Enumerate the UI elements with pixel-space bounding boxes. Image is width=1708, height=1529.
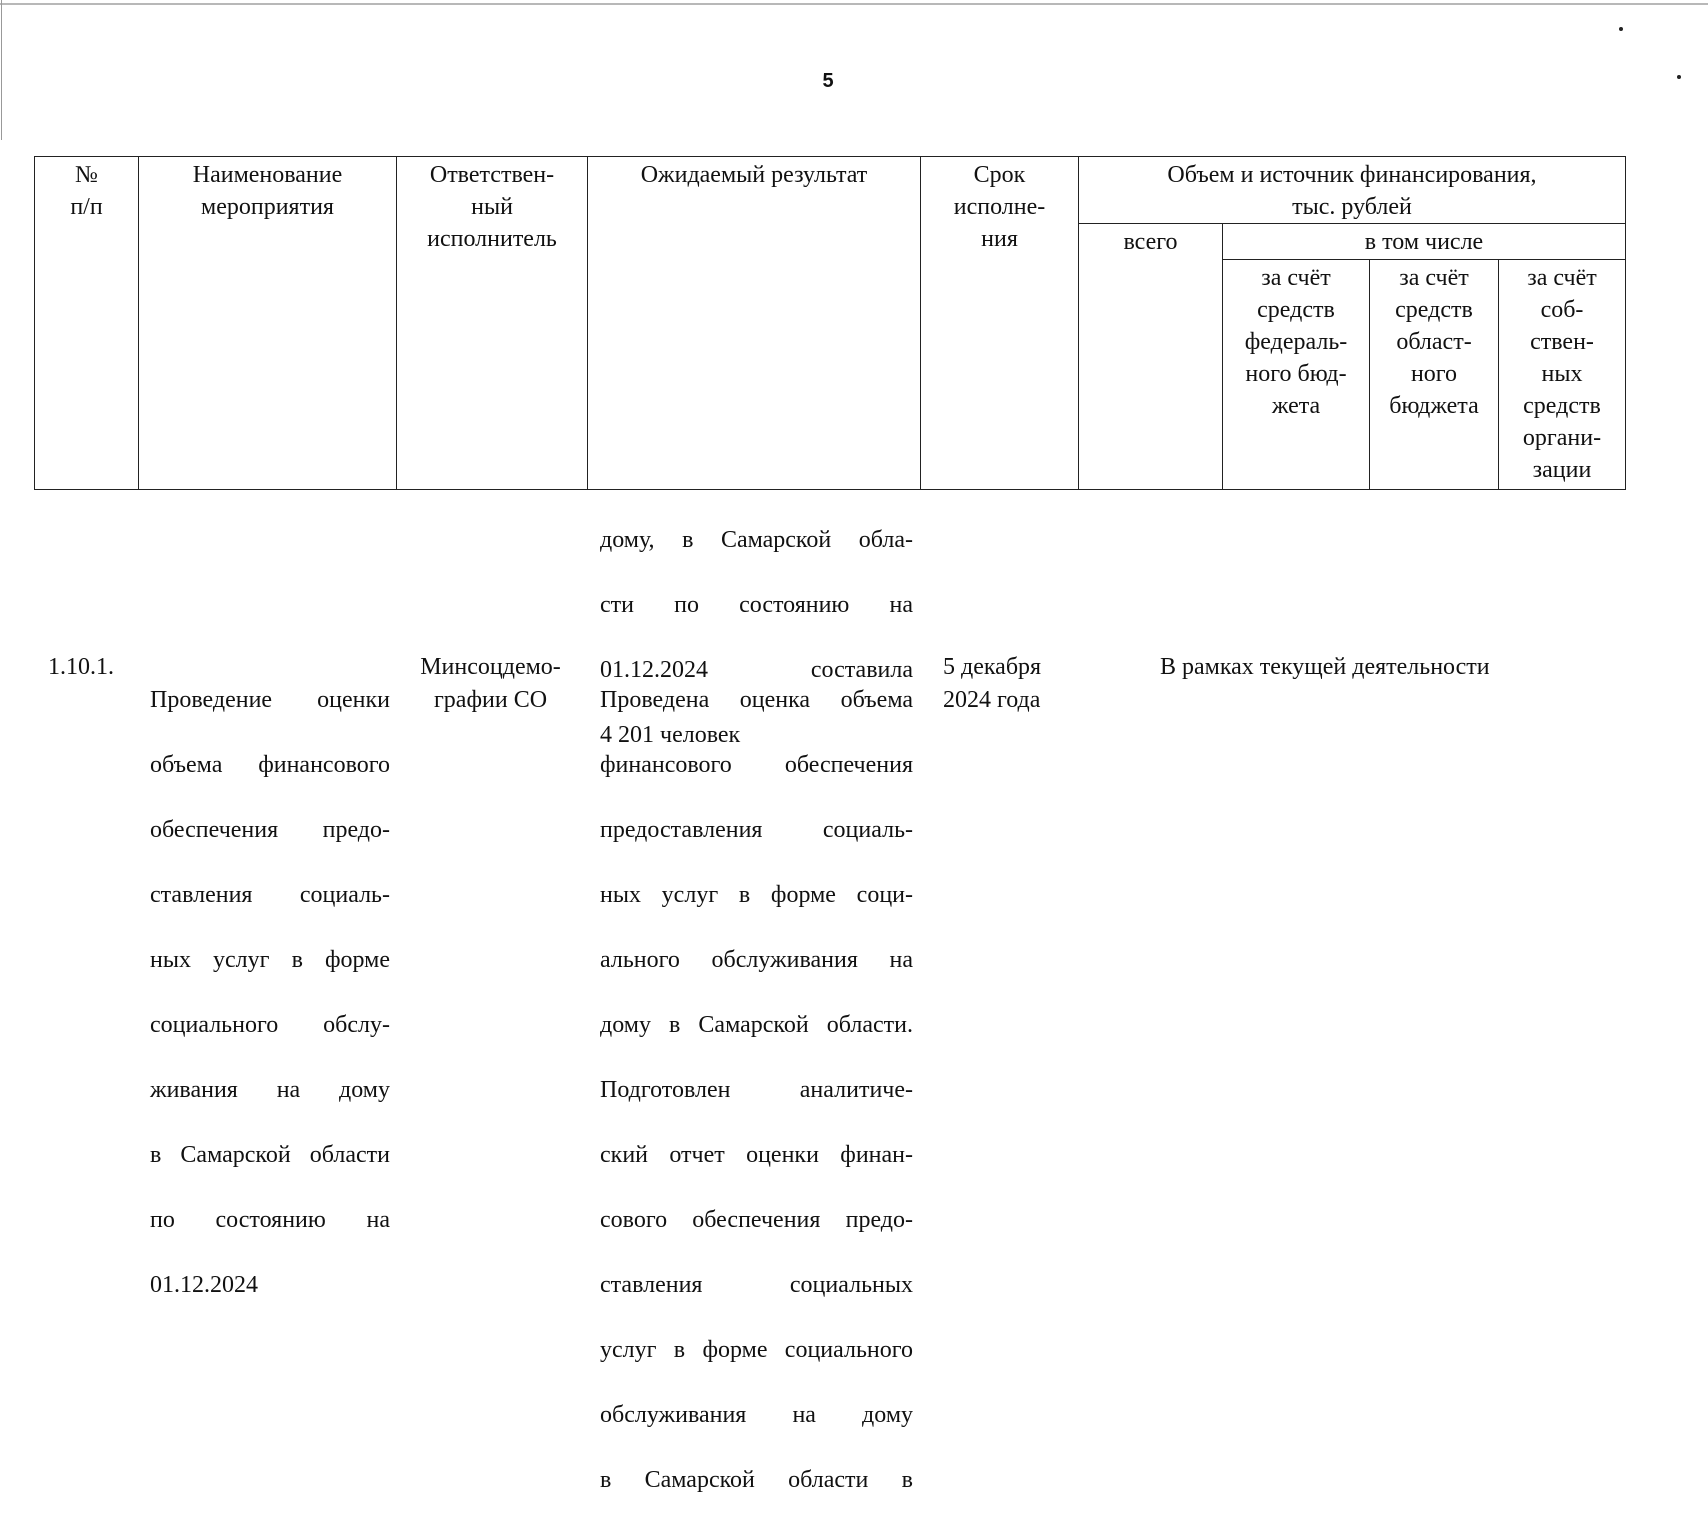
header-total: всего <box>1079 224 1223 490</box>
result-line: сти по состоянию на <box>600 591 913 618</box>
name-line: 01.12.2024 <box>150 1271 258 1298</box>
header-funding: Объем и источник финансирования, тыс. рублей <box>1079 157 1626 224</box>
result-line: ального обслуживания на <box>600 946 913 973</box>
header-federal-budget: за счёт средств федераль- ного бюд- жета <box>1223 260 1370 490</box>
row-responsible: Минсоцдемо- графии СО <box>420 654 561 713</box>
header-expected-result: Ожидаемый результат <box>588 157 921 490</box>
result-line: Подготовлен аналитиче- <box>600 1076 913 1103</box>
result-line: ных услуг в форме соци- <box>600 881 913 908</box>
table-header <box>34 156 1626 490</box>
name-line: живания на дому <box>150 1076 390 1103</box>
scan-speck <box>1677 75 1681 79</box>
result-line: в Самарской области в <box>600 1466 913 1493</box>
result-line: 4 201 человек <box>600 721 741 748</box>
name-line: по состоянию на <box>150 1206 390 1233</box>
row-deadline: 5 декабря 2024 года <box>943 654 1042 713</box>
row-funding: В рамках текущей деятельности <box>1160 654 1490 680</box>
header-regional-budget: за счёт средств област- ного бюджета <box>1370 260 1499 490</box>
result-line: дому в Самарской области. <box>600 1011 913 1038</box>
scan-speck <box>1619 27 1623 31</box>
header-deadline: Срок исполне- ния <box>921 157 1079 490</box>
header-number: № п/п <box>35 157 139 490</box>
name-line: объема финансового <box>150 751 390 778</box>
result-line: Проведена оценка объема <box>600 686 913 713</box>
header-event-name: Наименование мероприятия <box>139 157 397 490</box>
result-line: предоставления социаль- <box>600 816 913 843</box>
row-number: 1.10.1. <box>48 654 114 680</box>
name-line: ных услуг в форме <box>150 946 390 973</box>
result-line: сового обеспечения предо- <box>600 1206 913 1233</box>
result-line: услуг в форме социального <box>600 1336 913 1363</box>
result-line: ставления социальных <box>600 1271 913 1298</box>
name-line: в Самарской области <box>150 1141 390 1168</box>
result-line: обслуживания на дому <box>600 1401 913 1428</box>
scan-edge-top <box>0 3 1708 5</box>
scan-edge-left <box>1 0 2 140</box>
row-event-name <box>150 651 390 1334</box>
row-expected-result <box>600 651 913 1529</box>
result-line: финансового обеспечения <box>600 751 913 778</box>
header-own-funds: за счёт соб- ствен- ных средств органи- зации <box>1499 260 1626 490</box>
name-line: социального обслу- <box>150 1011 390 1038</box>
page-number: 5 <box>822 70 834 92</box>
result-line: дому, в Самарской обла- <box>600 526 913 553</box>
name-line: Проведение оценки <box>150 686 390 713</box>
header-including: в том числе <box>1223 224 1626 260</box>
header-responsible: Ответствен- ный исполнитель <box>397 157 588 490</box>
name-line: обеспечения предо- <box>150 816 390 843</box>
result-line: 01.12.2024 составила <box>600 656 913 683</box>
name-line: ставления социаль- <box>150 881 390 908</box>
result-line: ский отчет оценки финан- <box>600 1141 913 1168</box>
